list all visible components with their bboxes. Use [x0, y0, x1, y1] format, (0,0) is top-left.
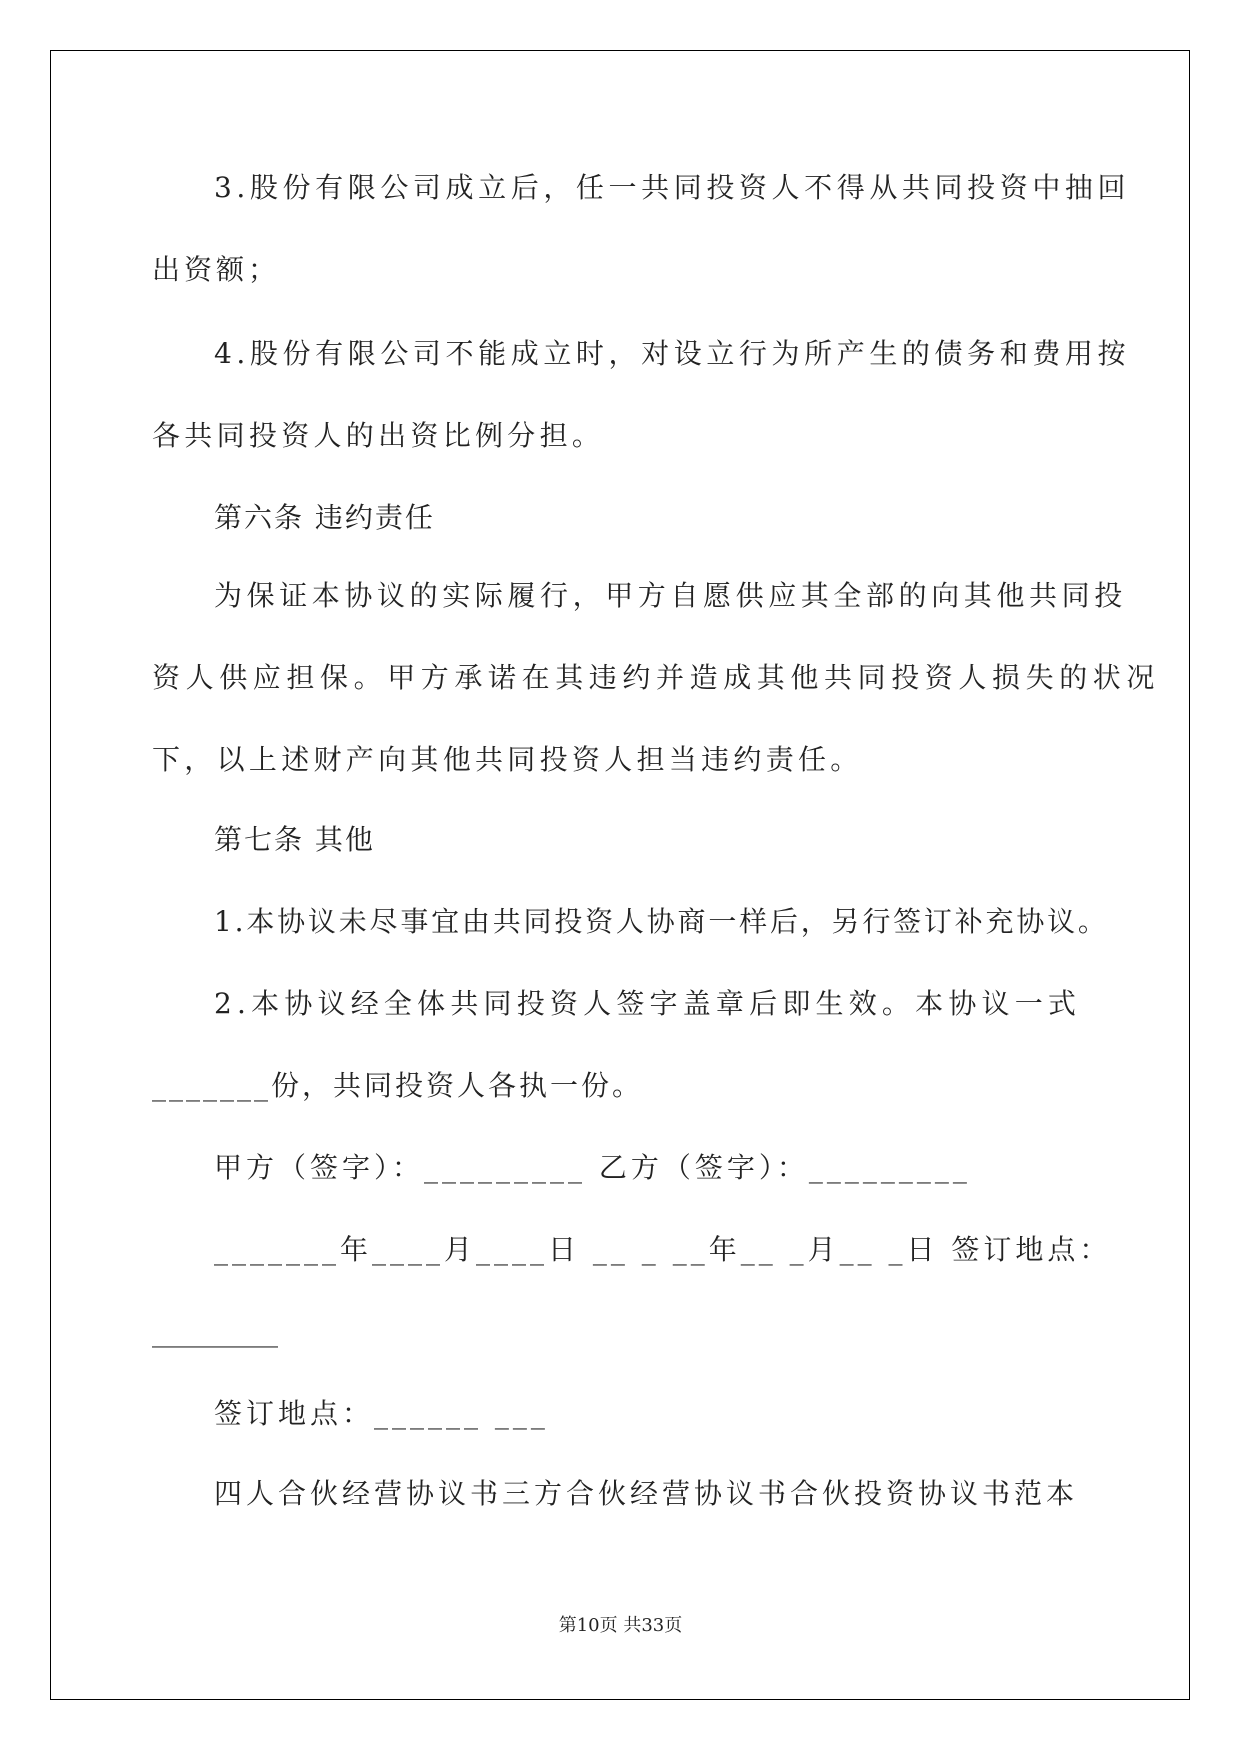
clause-7-2-line-2: _______份，共同投资人各执一份。 [152, 1069, 644, 1102]
clause-7-2-line-1: 2.本协议经全体共同投资人签字盖章后即生效。本协议一式 [214, 987, 1082, 1020]
page-number: 第10页 共33页 [558, 1615, 683, 1636]
related-titles: 四人合伙经营协议书三方合伙经营协议书合伙投资协议书范本 [214, 1477, 1079, 1510]
page-border [50, 50, 1190, 1700]
signature-line: 甲方（签字）：_________ 乙方（签字）：_________ [214, 1151, 971, 1184]
clause-5-4-line-1: 4.股份有限公司不能成立时，对设立行为所产生的债务和费用按 [214, 337, 1131, 370]
clause-5-4-line-2: 各共同投资人的出资比例分担。 [152, 419, 605, 452]
article-7-heading: 第七条 其他 [214, 823, 375, 856]
signing-place-line: 签订地点：______ ___ [214, 1397, 549, 1430]
article-6-heading: 第六条 违约责任 [214, 501, 435, 534]
clause-7-1: 1.本协议未尽事宜由共同投资人协商一样后，另行签订补充协议。 [214, 905, 1109, 938]
signing-place-blank: _________ [152, 1315, 278, 1348]
article-6-line-1: 为保证本协议的实际履行，甲方自愿供应其全部的向其他共同投 [214, 579, 1127, 612]
date-line: _______年____月____日 __ _ __年__ _月__ _日 签订地点： [214, 1233, 1112, 1266]
clause-5-3-line-2: 出资额； [152, 253, 281, 286]
article-6-line-2: 资人供应担保。甲方承诺在其违约并造成其他共同投资人损失的状况 [152, 661, 1161, 694]
article-6-line-3: 下，以上述财产向其他共同投资人担当违约责任。 [152, 743, 863, 776]
clause-5-3-line-1: 3.股份有限公司成立后，任一共同投资人不得从共同投资中抽回 [214, 171, 1131, 204]
